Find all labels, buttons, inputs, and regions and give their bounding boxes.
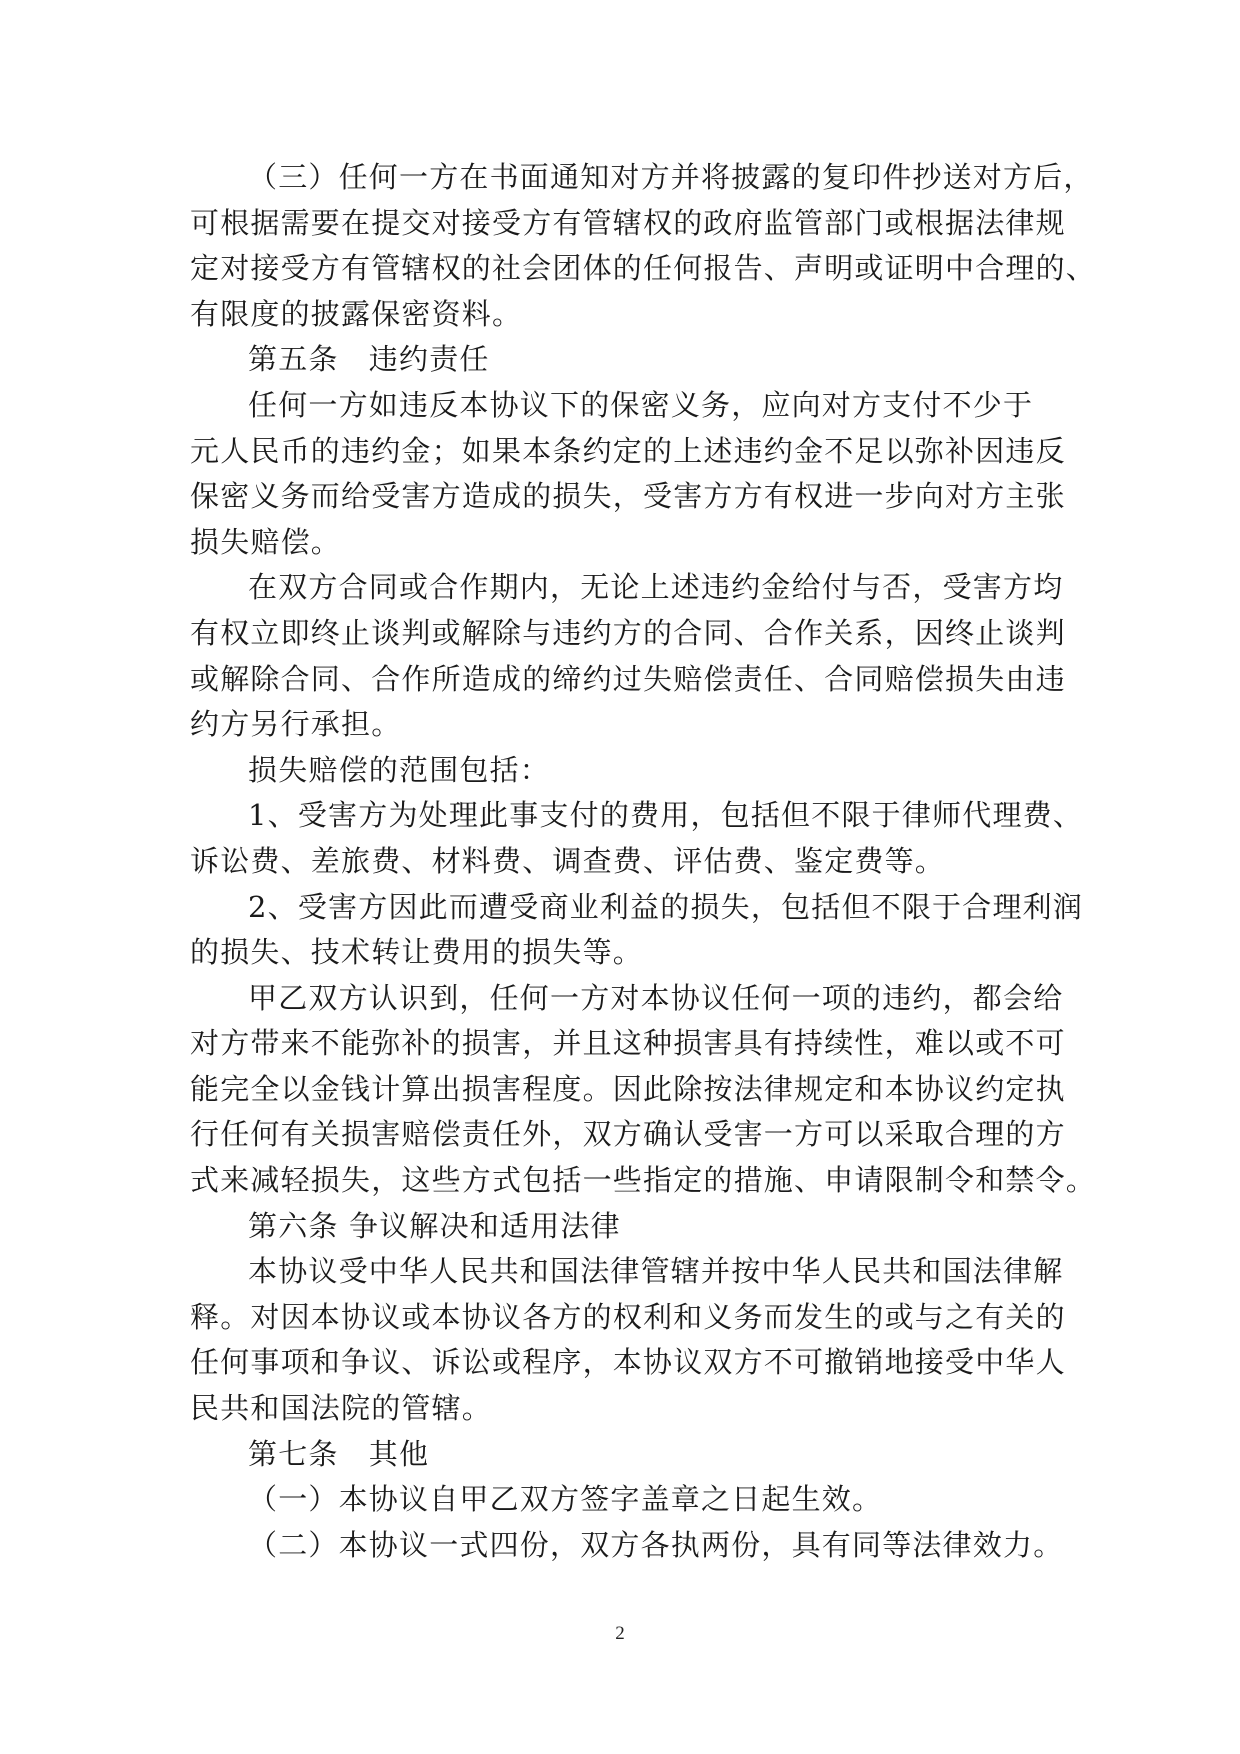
text-line: 元人民币的违约金；如果本条约定的上述违约金不足以弥补因违反: [190, 433, 1066, 468]
text-line: 有权立即终止谈判或解除与违约方的合同、合作关系，因终止谈判: [190, 615, 1066, 650]
text-line: 有限度的披露保密资料。: [190, 296, 523, 331]
text-line: 2、受害方因此而遭受商业利益的损失，包括但不限于合理利润: [248, 889, 1084, 924]
text-line: 式来减轻损失，这些方式包括一些指定的措施、申请限制令和禁令。: [190, 1163, 1097, 1198]
text-line: 约方另行承担。: [190, 707, 402, 742]
text-line: （三）任何一方在书面通知对方并将披露的复印件抄送对方后，: [248, 160, 1094, 194]
text-line: 的损失、技术转让费用的损失等。: [190, 935, 644, 970]
text-line: 保密义务而给受害方造成的损失，受害方方有权进一步向对方主张: [190, 479, 1066, 514]
text-line: 行任何有关损害赔偿责任外，双方确认受害一方可以采取合理的方: [190, 1117, 1066, 1152]
text-line: 能完全以金钱计算出损害程度。因此除按法律规定和本协议约定执: [190, 1071, 1066, 1106]
text-line: 甲乙双方认识到，任何一方对本协议任何一项的违约，都会给: [248, 980, 1064, 1015]
text-line: 对方带来不能弥补的损害，并且这种损害具有持续性，难以或不可: [190, 1026, 1066, 1061]
text-line: 可根据需要在提交对接受方有管辖权的政府监管部门或根据法律规: [190, 205, 1066, 240]
text-line: 任何一方如违反本协议下的保密义务，应向对方支付不少于: [248, 387, 1034, 422]
text-line: 1、受害方为处理此事支付的费用，包括但不限于律师代理费、: [248, 798, 1084, 833]
text-line: （一）本协议自甲乙双方签字盖章之日起生效。: [248, 1482, 883, 1517]
page-number: 2: [615, 1623, 625, 1644]
text-line: 损失赔偿的范围包括：: [248, 752, 551, 787]
text-line: 第六条 争议解决和适用法律: [248, 1208, 621, 1243]
text-line: 释。对因本协议或本协议各方的权利和义务而发生的或与之有关的: [190, 1299, 1066, 1334]
text-line: 民共和国法院的管辖。: [190, 1391, 493, 1426]
text-line: 本协议受中华人民共和国法律管辖并按中华人民共和国法律解: [248, 1254, 1064, 1289]
text-line: 定对接受方有管辖权的社会团体的任何报告、声明或证明中合理的、: [190, 251, 1097, 286]
text-line: 第五条 违约责任: [248, 342, 490, 377]
text-line: 任何事项和争议、诉讼或程序，本协议双方不可撤销地接受中华人: [190, 1345, 1066, 1380]
text-line: 第七条 其他: [248, 1436, 430, 1471]
text-line: 诉讼费、差旅费、材料费、调查费、评估费、鉴定费等。: [190, 843, 946, 878]
text-line: 或解除合同、合作所造成的缔约过失赔偿责任、合同赔偿损失由违: [190, 661, 1066, 696]
text-line: 损失赔偿。: [190, 524, 342, 559]
text-line: （二）本协议一式四份，双方各执两份，具有同等法律效力。: [248, 1527, 1064, 1562]
text-line: 在双方合同或合作期内，无论上述违约金给付与否，受害方均: [248, 570, 1064, 605]
document-body: [190, 155, 1097, 1568]
